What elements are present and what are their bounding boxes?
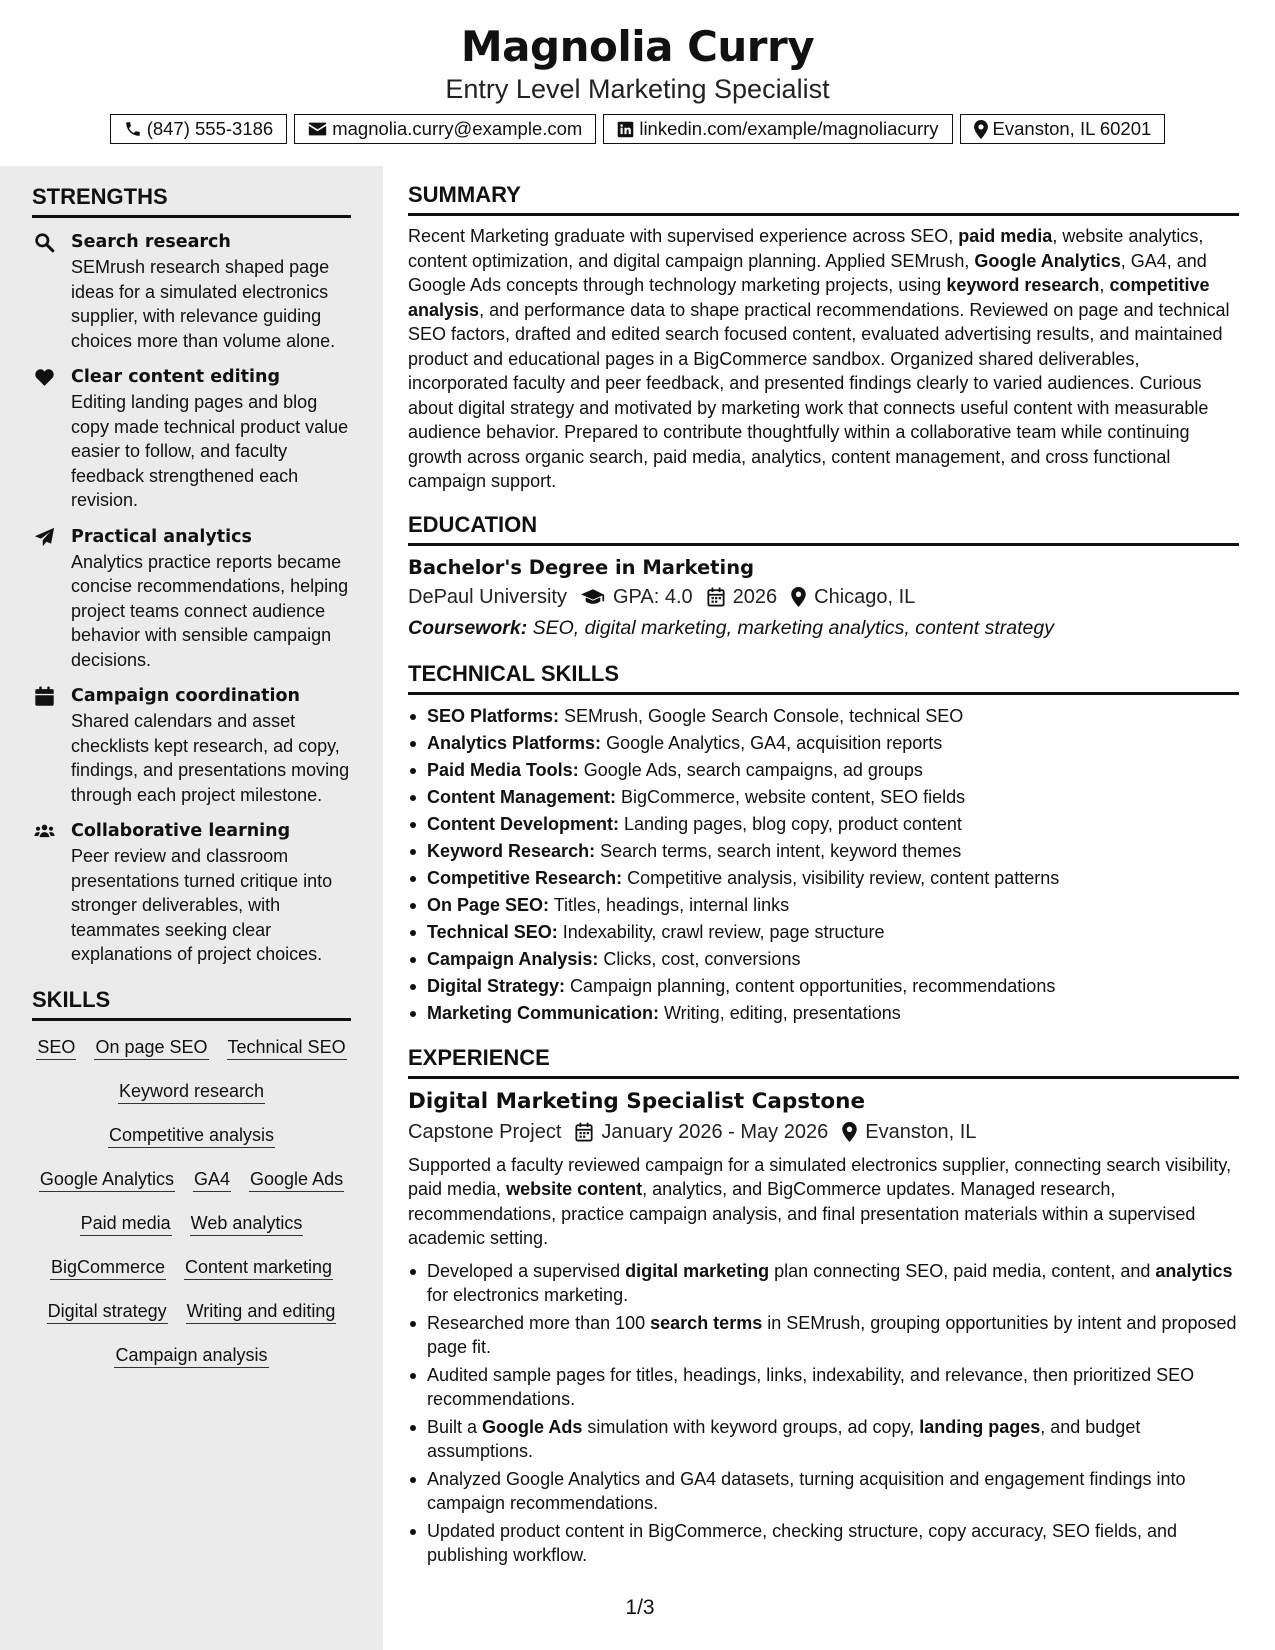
skill-tag: Technical SEO [227,1035,347,1060]
bullet-segment: Analyzed Google Analytics and GA4 datasets, turning acquisition and engagement findings into campaign recommendations. [427,1468,1186,1513]
skill-tag: Writing and editing [186,1299,337,1324]
strength-title: Collaborative learning [71,821,291,841]
phone-icon [124,120,142,138]
education-meta [408,582,1239,612]
coursework-label: Coursework: [408,616,528,639]
strength-item [32,524,351,673]
strength-description: SEMrush research shaped page ideas for a simulated electronics supplier, with relevance guiding choices more than volume alone. [71,257,336,351]
skill-tag: Digital strategy [47,1299,168,1324]
candidate-name: Magnolia Curry [460,22,815,71]
calendar-icon [34,686,55,707]
page-number: 1/3 [625,1596,655,1619]
contact-linkedin-text: linkedin.com/example/magnoliacurry [639,118,939,139]
skill-tag: Google Analytics [39,1167,175,1192]
bullet-segment: for electronics marketing. [427,1285,629,1305]
skill-tag: SEO [36,1035,76,1060]
bullet-segment: in SEMrush, grouping opportunities by intent and proposed page fit. [427,1312,1237,1357]
summary-segment: Recent Marketing graduate with supervised experience across SEO, [408,226,959,246]
bullet-segment: Developed a supervised [427,1260,626,1281]
skill-values: Indexability, crawl review, page structure [557,921,885,942]
contact-phone-text: (847) 555-3186 [146,118,274,139]
envelope-icon [308,121,327,137]
skill-category: Technical SEO: [427,921,558,942]
list-item [408,865,1239,892]
list-item [408,1259,1239,1308]
list-item [408,730,1239,757]
school-location: Chicago, IL [814,585,916,608]
strength-title: Campaign coordination [71,686,300,706]
summary-highlight: competitive analysis [408,275,1210,320]
bullet-segment: Updated product content in BigCommerce, checking structure, copy accuracy, SEO fields, and publishing workflow. [427,1520,1178,1565]
contact-location-text: Evanston, IL 60201 [992,118,1152,139]
list-item [408,1415,1239,1464]
list-item [408,946,1239,973]
search-icon [34,232,55,253]
users-icon [34,821,55,842]
contact-linkedin[interactable] [603,114,952,144]
technical-skills-list [408,703,1239,1027]
skill-tag: Keyword research [118,1079,265,1104]
coursework [408,613,1239,643]
strength-title: Clear content editing [71,367,280,387]
heart-icon [34,367,55,388]
strength-title: Search research [71,232,231,252]
job-location: Evanston, IL [865,1120,977,1143]
bullet-highlight: analytics [1155,1260,1233,1281]
degree-title: Bachelor's Degree in Marketing [408,555,755,579]
strength-title: Practical analytics [71,526,252,547]
bullet-highlight: landing pages [919,1416,1041,1437]
bullet-segment: Audited sample pages for titles, headings, links, indexability, and relevance, then prioritized SEO recommendations. [427,1364,1195,1409]
description-highlight: website content [506,1179,643,1199]
skill-tag: Campaign analysis [114,1343,268,1368]
skill-values: SEMrush, Google Search Console, technical SEO [559,705,964,726]
skill-values: Google Analytics, GA4, acquisition reports [601,732,943,753]
list-item [408,811,1239,838]
experience-heading: EXPERIENCE [408,1045,1239,1079]
skill-category: Content Development: [427,813,620,834]
technical-skills-heading: TECHNICAL SKILLS [408,661,1239,695]
strengths-heading: STRENGTHS [32,184,351,218]
skill-tag: Competitive analysis [108,1123,275,1148]
technical-skills-section [408,661,1239,1027]
summary-highlight: paid media [958,226,1053,246]
main-column [408,182,1239,1586]
skill-tag: On page SEO [94,1035,208,1060]
bullet-segment: , and budget assumptions. [427,1416,1141,1461]
skill-category: Paid Media Tools: [427,759,579,780]
contact-bar [0,114,1275,144]
bullet-segment: Built a [427,1416,483,1437]
location-pin-icon [791,587,806,607]
summary-highlight: keyword research [946,275,1100,295]
strength-description: Analytics practice reports became concise recommendations, helping project teams connect audience behavior with sensible campaign decisions. [71,551,349,670]
sidebar [0,166,383,1650]
experience-meta [408,1117,1239,1147]
skill-tag: Web analytics [190,1211,304,1236]
strength-description: Editing landing pages and blog copy made technical product value easier to follow, and faculty feedback strengthened each revision. [71,392,349,510]
list-item [408,703,1239,730]
strength-item [32,364,351,513]
summary-text [408,224,1239,494]
school-name: DePaul University [408,585,567,608]
bullet-highlight: digital marketing [625,1260,770,1281]
list-item [408,892,1239,919]
contact-location [960,114,1166,144]
bullet-segment: plan connecting SEO, paid media, content, and [769,1260,1156,1281]
skill-values: Competitive analysis, visibility review, content patterns [622,867,1060,888]
bullet-highlight: Google Ads [482,1416,583,1437]
skill-category: Campaign Analysis: [427,948,599,969]
contact-phone[interactable] [110,114,288,144]
experience-description [408,1153,1239,1251]
skill-tag: Google Ads [249,1167,344,1192]
list-item [408,757,1239,784]
education-section [408,512,1239,643]
paper-plane-icon [34,527,55,548]
description-segment: Supported a faculty reviewed campaign for a simulated electronics supplier, connecting search visibility, paid media, [408,1154,1232,1199]
summary-section [408,182,1239,494]
resume-header [0,0,1275,166]
skill-values: Google Ads, search campaigns, ad groups [578,759,923,780]
skill-values: Landing pages, blog copy, product content [619,813,962,834]
skills-heading: SKILLS [32,987,351,1021]
contact-email-text: magnolia.curry@example.com [332,118,583,139]
skill-category: Analytics Platforms: [427,732,602,753]
job-title: Digital Marketing Specialist Capstone [408,1088,866,1114]
linkedin-icon [617,121,634,138]
education-heading: EDUCATION [408,512,1239,546]
skill-values: Campaign planning, content opportunities, recommendations [565,975,1056,996]
bullet-highlight: search terms [650,1312,763,1333]
strength-item [32,818,351,967]
skill-tag: GA4 [193,1167,231,1192]
summary-heading: SUMMARY [408,182,1239,216]
organization: Capstone Project [408,1120,562,1143]
list-item [408,1311,1239,1360]
summary-segment: , and performance data to shape practical recommendations. Reviewed on page and technical SEO factors, drafted and edited search focused content, evaluated advertising results, and maintained product and educational pages in a BigCommerce sandbox. Organized shared deliverables, incorporated faculty and peer feedback, and presented findings clearly to varied audiences. Curious about digital strategy and motivated by marketing work that connects useful content with measurable audience behavior. Prepared to contribute thoughtfully within a collaborative team while continuing growth across organic search, paid media, analytics, content management, and cross functional campaign support. [408,299,1230,491]
skill-values: Clicks, cost, conversions [598,948,801,969]
list-item [408,1519,1239,1568]
experience-section [408,1045,1239,1568]
strength-description: Shared calendars and asset checklists kept research, ad copy, findings, and presentations moving through each project milestone. [71,711,350,805]
list-item [408,919,1239,946]
summary-segment: , [1099,275,1110,295]
summary-segment: , website analytics, content optimization, and digital campaign planning. Applied SEMrush, [408,226,1204,271]
skill-category: SEO Platforms: [427,705,560,726]
skill-category: On Page SEO: [427,894,550,915]
skill-tag: Paid media [80,1211,172,1236]
bullet-segment: simulation with keyword groups, ad copy, [582,1416,920,1437]
skill-category: Competitive Research: [427,867,623,888]
skill-values: Titles, headings, internal links [549,894,790,915]
skill-category: Keyword Research: [427,840,596,861]
list-item [408,1467,1239,1516]
skills-list [32,1035,351,1368]
skill-values: Search terms, search intent, keyword themes [595,840,962,861]
location-pin-icon [974,120,988,139]
employment-dates: January 2026 - May 2026 [601,1120,829,1143]
summary-highlight: Google Analytics [974,250,1121,271]
skill-values: BigCommerce, website content, SEO fields [616,786,966,807]
calendar-icon [575,1122,593,1142]
strength-item [32,683,351,807]
description-segment: , analytics, and BigCommerce updates. Managed research, recommendations, practice campaign analysis, and final presentation materials within a supervised academic setting. [408,1179,1196,1248]
skill-category: Marketing Communication: [427,1002,660,1023]
strength-description: Peer review and classroom presentations turned critique into stronger deliverables, with teammates seeking clear explanations of project choices. [71,846,333,964]
strength-item [32,229,351,353]
list-item [408,1363,1239,1412]
skill-category: Digital Strategy: [427,975,566,996]
bullet-segment: Researched more than 100 [427,1312,651,1333]
skill-values: Writing, editing, presentations [659,1002,901,1023]
skill-tag: Content marketing [184,1255,333,1280]
candidate-title: Entry Level Marketing Specialist [445,74,830,104]
calendar-icon [707,587,725,607]
experience-bullets [408,1259,1239,1568]
gpa: GPA: 4.0 [612,585,693,608]
skill-category: Content Management: [427,786,616,807]
location-pin-icon [842,1122,857,1142]
skill-tag: BigCommerce [50,1255,166,1280]
list-item [408,1000,1239,1027]
summary-segment: , GA4, and Google Ads concepts through technology marketing projects, using [408,250,1207,295]
list-item [408,973,1239,1000]
list-item [408,784,1239,811]
graduation-year: 2026 [732,585,778,608]
contact-email[interactable] [294,114,596,144]
list-item [408,838,1239,865]
coursework-list: SEO, digital marketing, marketing analytics, content strategy [527,616,1054,639]
graduation-cap-icon [581,588,605,606]
